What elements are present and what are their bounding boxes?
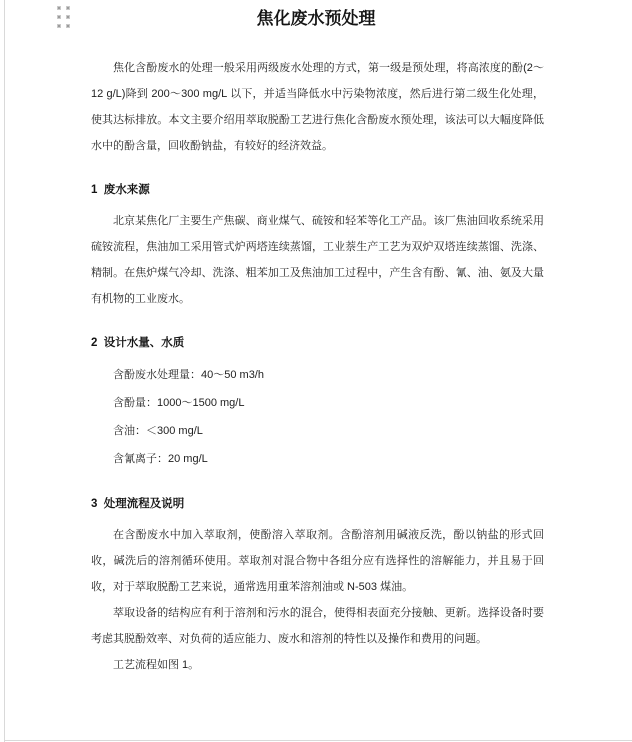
data-line-cyanide-content: 含氰离子：20 mg/L (113, 453, 208, 465)
page-bottom-border (4, 740, 632, 741)
section-1-paragraph: 北京某焦化厂主要生产焦碳、商业煤气、硫铵和轻苯等化工产品。该厂焦油回收系统采用硫铵流程，焦油加工采用管式炉两塔连续蒸馏，工业萘生产工艺为双炉双塔连续蒸馏、洗涤、精制。在焦炉煤气冷却、洗涤、粗苯加工及焦油加工过程中，产生含有酚、氰、油、氨及大量有机物的工业废水。 (91, 215, 544, 305)
drag-dot (66, 15, 70, 19)
section-3-paragraph-1: 在含酚废水中加入萃取剂，使酚溶入萃取剂。含酚溶剂用碱液反洗，酚以钠盐的形式回收，碱洗后的溶剂循环使用。萃取剂对混合物中各组分应有选择性的溶解能力，并且易于回收，对于萃取脱酚工艺来说，通常选用重苯溶剂油或 N-503 煤油。 (91, 529, 544, 593)
intro-paragraph: 焦化含酚废水的处理一般采用两级废水处理的方式，第一级是预处理，将高浓度的酚(2～12 g/L)降到 200～300 mg/L 以下，并适当降低水中污染物浓度，然后进行第二级生化处理，使其达标排放。本文主要介绍用萃取脱酚工艺进行焦化含酚废水预处理，该法可以大幅度降低水中的酚含量，回收酚钠盐，有较好的经济效益。 (91, 62, 544, 152)
drag-handle-icon[interactable] (57, 6, 70, 28)
drag-dot (57, 6, 61, 10)
drag-dot (57, 24, 61, 28)
data-line-oil-content: 含油：＜300 mg/L (113, 425, 203, 437)
document-title: 焦化废水预处理 (256, 9, 376, 28)
drag-dot (57, 15, 61, 19)
data-line-phenol-content: 含酚量：1000～1500 mg/L (113, 397, 245, 409)
section-2-data-list (91, 361, 544, 473)
section-3-heading: 3 处理流程及说明 (91, 498, 185, 510)
section-3-paragraph-3: 工艺流程如图 1。 (113, 659, 200, 671)
section-3-paragraph-2: 萃取设备的结构应有利于溶剂和污水的混合，使得相表面充分接触、更新。选择设备时要考虑其脱酚效率、对负荷的适应能力、废水和溶剂的特性以及操作和费用的问题。 (91, 607, 544, 645)
section-2-heading: 2 设计水量、水质 (91, 337, 185, 349)
drag-dot (66, 24, 70, 28)
data-line-flow-rate: 含酚废水处理量：40～50 m3/h (113, 369, 264, 381)
document-body (91, 55, 544, 678)
drag-dot (66, 6, 70, 10)
page-left-border (4, 0, 5, 742)
section-1-heading: 1 废水来源 (91, 184, 150, 196)
